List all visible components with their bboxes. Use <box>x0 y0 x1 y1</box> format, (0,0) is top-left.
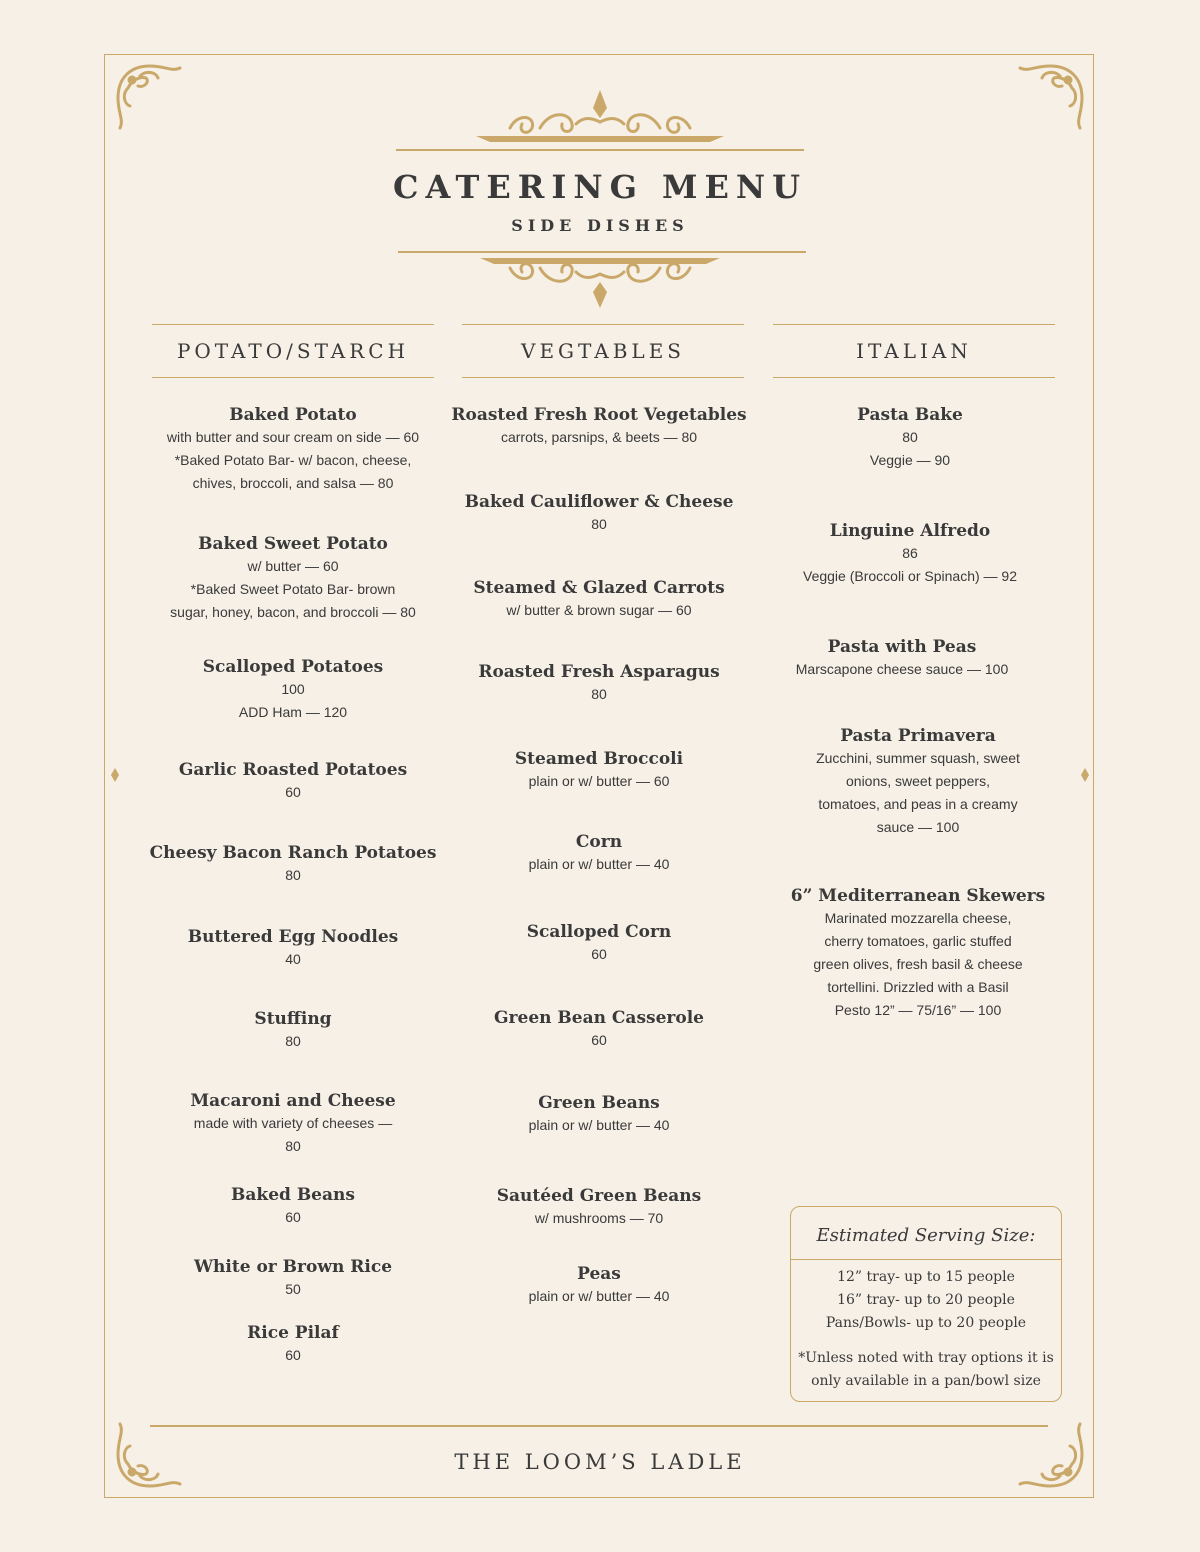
item-name: Roasted Fresh Asparagus <box>478 662 720 682</box>
item-name: Pasta Primavera <box>840 726 996 746</box>
item-desc: plain or w/ butter — 40 <box>528 856 670 872</box>
item-desc: w/ butter & brown sugar — 60 <box>506 602 692 618</box>
page-title: CATERING MENU <box>393 168 807 206</box>
item-name: Baked Sweet Potato <box>198 534 388 554</box>
corner-flourish-icon <box>1010 58 1090 138</box>
item-desc: w/ mushrooms — 70 <box>534 1210 664 1226</box>
item-desc: Marscapone cheese sauce — 100 <box>795 661 1009 677</box>
item-name: Rice Pilaf <box>247 1323 339 1343</box>
item-desc: 60 <box>591 1032 607 1048</box>
item-name: White or Brown Rice <box>193 1257 393 1277</box>
item-desc: tomatoes, and peas in a creamy <box>818 796 1018 812</box>
item-name: 6” Mediterranean Skewers <box>790 886 1046 906</box>
serving-note-line: only available in a pan/bowl size <box>811 1373 1041 1389</box>
item-name: Linguine Alfredo <box>829 521 991 541</box>
item-desc: w/ butter — 60 <box>247 558 339 574</box>
menu-item <box>138 1322 448 1367</box>
item-desc: *Baked Sweet Potato Bar- brown <box>190 581 396 597</box>
menu-item <box>755 520 1065 588</box>
item-name: Steamed & Glazed Carrots <box>473 578 725 598</box>
item-desc: plain or w/ butter — 40 <box>528 1288 670 1304</box>
footer-rule <box>150 1425 1048 1427</box>
menu-item <box>138 926 448 971</box>
menu-item <box>763 725 1073 839</box>
item-desc: 50 <box>285 1281 301 1297</box>
item-desc: chives, broccoli, and salsa — 80 <box>192 475 394 491</box>
column-heading: VEGTABLES <box>462 324 744 378</box>
menu-item <box>138 1008 448 1053</box>
item-desc: ADD Ham — 120 <box>238 704 348 720</box>
column-heading: POTATO/STARCH <box>152 324 434 378</box>
serving-size-box <box>790 1206 1062 1402</box>
item-desc: 60 <box>285 784 301 800</box>
item-desc: tortellini. Drizzled with a Basil <box>827 979 1009 995</box>
menu-item <box>138 1256 448 1301</box>
item-name: Scalloped Corn <box>526 922 672 942</box>
item-desc: carrots, parsnips, & beets — 80 <box>500 429 698 445</box>
menu-item <box>444 404 754 449</box>
item-name: Scalloped Potatoes <box>202 657 384 677</box>
item-desc: 60 <box>591 946 607 962</box>
item-name: Roasted Fresh Root Vegetables <box>451 405 747 425</box>
item-desc: Marinated mozzarella cheese, <box>824 910 1012 926</box>
item-name: Steamed Broccoli <box>514 749 684 769</box>
item-name: Corn <box>575 832 623 852</box>
item-desc: plain or w/ butter — 40 <box>528 1117 670 1133</box>
item-name: Baked Cauliflower & Cheese <box>464 492 734 512</box>
menu-item <box>444 491 754 536</box>
item-desc: 80 <box>285 1138 301 1154</box>
item-name: Baked Potato <box>229 405 357 425</box>
item-desc: 60 <box>285 1209 301 1225</box>
item-desc: 80 <box>285 867 301 883</box>
menu-item <box>444 577 754 622</box>
serving-line: 12” tray- up to 15 people <box>837 1269 1015 1285</box>
menu-item <box>444 1263 754 1308</box>
item-name: Sautéed Green Beans <box>496 1186 702 1206</box>
item-desc: plain or w/ butter — 60 <box>528 773 670 789</box>
corner-flourish-icon <box>110 58 190 138</box>
item-name: Baked Beans <box>231 1185 355 1205</box>
serving-lines <box>791 1260 1061 1335</box>
item-desc: Veggie (Broccoli or Spinach) — 92 <box>803 568 1017 584</box>
item-desc: cherry tomatoes, garlic stuffed <box>824 933 1012 949</box>
menu-item <box>138 656 448 724</box>
serving-line: 16” tray- up to 20 people <box>837 1292 1015 1308</box>
item-name: Stuffing <box>254 1009 332 1029</box>
menu-item <box>444 1092 754 1137</box>
item-name: Peas <box>577 1264 621 1284</box>
menu-item <box>763 885 1073 1022</box>
item-name: Garlic Roasted Potatoes <box>178 760 408 780</box>
menu-item <box>138 759 448 804</box>
item-name: Green Bean Casserole <box>494 1008 704 1028</box>
menu-item <box>444 1185 754 1230</box>
menu-item <box>444 831 754 876</box>
column-vegtables <box>448 324 758 378</box>
item-desc: *Baked Potato Bar- w/ bacon, cheese, <box>174 452 412 468</box>
item-desc: sauce — 100 <box>876 819 960 835</box>
menu-item <box>138 1184 448 1229</box>
item-desc: 100 <box>281 681 305 697</box>
item-desc: Zucchini, summer squash, sweet <box>816 750 1020 766</box>
item-desc: 60 <box>285 1347 301 1363</box>
menu-item <box>444 1007 754 1052</box>
bottom-ornament-icon <box>400 254 800 324</box>
item-name: Green Beans <box>538 1093 660 1113</box>
page-subtitle: SIDE DISHES <box>511 216 689 235</box>
serving-note <box>791 1347 1061 1393</box>
item-desc: green olives, fresh basil & cheese <box>813 956 1023 972</box>
item-desc: with butter and sour cream on side — 60 <box>166 429 420 445</box>
item-desc: 80 <box>902 429 918 445</box>
column-italian <box>759 324 1069 378</box>
menu-item <box>444 921 754 966</box>
item-desc: sugar, honey, bacon, and broccoli — 80 <box>170 604 416 620</box>
restaurant-name: THE LOOM’S LADLE <box>454 1450 746 1474</box>
item-desc: 40 <box>285 951 301 967</box>
menu-item <box>444 748 754 793</box>
item-desc: Pesto 12” — 75/16” — 100 <box>834 1002 1002 1018</box>
menu-item <box>755 404 1065 472</box>
menu-item <box>747 636 1057 681</box>
item-desc: made with variety of cheeses — <box>193 1115 393 1131</box>
menu-item <box>138 404 448 495</box>
item-name: Pasta Bake <box>857 405 963 425</box>
serving-line: Pans/Bowls- up to 20 people <box>825 1315 1027 1331</box>
item-desc: 80 <box>285 1033 301 1049</box>
menu-item <box>138 842 448 887</box>
item-name: Macaroni and Cheese <box>190 1091 396 1111</box>
item-desc: 86 <box>902 545 918 561</box>
column-heading: ITALIAN <box>773 324 1055 378</box>
item-name: Buttered Egg Noodles <box>187 927 399 947</box>
item-name: Cheesy Bacon Ranch Potatoes <box>149 843 437 863</box>
column-potato-starch <box>138 324 448 378</box>
header-rule <box>398 251 806 253</box>
item-desc: 80 <box>591 516 607 532</box>
item-desc: onions, sweet peppers, <box>846 773 990 789</box>
serving-title: Estimated Serving Size: <box>791 1207 1061 1260</box>
item-desc: 80 <box>591 686 607 702</box>
menu-item <box>138 533 448 624</box>
menu-item <box>138 1090 448 1158</box>
top-ornament-icon <box>400 88 800 158</box>
item-desc: Veggie — 90 <box>869 452 951 468</box>
serving-note-line: *Unless noted with tray options it is <box>798 1350 1054 1366</box>
item-name: Pasta with Peas <box>827 637 977 657</box>
menu-item <box>444 661 754 706</box>
header-rule <box>396 149 804 151</box>
